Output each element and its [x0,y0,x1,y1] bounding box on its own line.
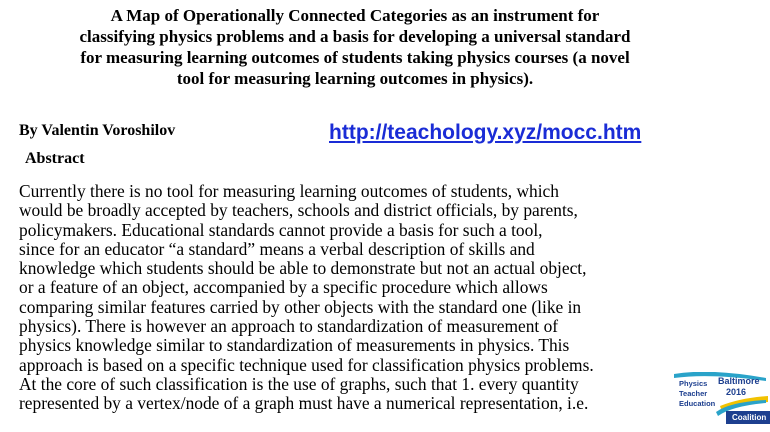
document-title [0,5,710,89]
logo-text-coalition: Coalition [726,411,770,424]
abstract-line: knowledge which students should be able to demonstrate but not an actual object, [19,258,587,279]
abstract-body [19,182,679,414]
abstract-line: Currently there is no tool for measuring learning outcomes of students, which [19,181,559,201]
author-byline: By Valentin Voroshilov [19,122,176,139]
abstract-line: policymakers. Educational standards cannot provide a basis for such a tool, [19,219,543,240]
logo-text-physics: Physics [679,379,708,388]
title-line: A Map of Operationally Connected Categories as an instrument for [110,6,600,25]
ptec-baltimore-logo [670,372,770,432]
abstract-line: since for an educator “a standard” means a verbal description of skills and [19,238,535,259]
logo-text-year: 2016 [726,387,747,397]
abstract-line: represented by a vertex/node of a graph must have a numerical representation, i.e. [19,393,589,414]
abstract-heading: Abstract [25,150,85,167]
abstract-line: At the core of such classification is the use of graphs, such that 1. every quantity [19,373,579,394]
logo-text-teacher: Teacher [679,389,708,398]
abstract-line: or a feature of an object, accompanied by a specific procedure which allows [19,277,548,298]
mocc-url-link[interactable]: http://teachology.xyz/mocc.htm [329,121,642,144]
abstract-line: would be broadly accepted by teachers, schools and district officials, by parents, [19,200,578,221]
logo-text-city: Baltimore [718,376,760,386]
abstract-line: physics). There is however an approach to standardization of measurement of [19,316,559,337]
title-line: classifying physics problems and a basis for developing a universal standard [79,27,631,46]
abstract-line: approach is based on a specific technique used for classification physics problems. [19,354,594,375]
abstract-line: physics knowledge similar to standardization of measurements in physics. This [19,335,570,356]
title-line: for measuring learning outcomes of students taking physics courses (a novel [80,48,630,67]
abstract-line: comparing similar features carried by other objects with the standard one (like in [19,296,582,317]
title-line: tool for measuring learning outcomes in physics). [176,69,534,88]
logo-text-education: Education [679,399,716,408]
